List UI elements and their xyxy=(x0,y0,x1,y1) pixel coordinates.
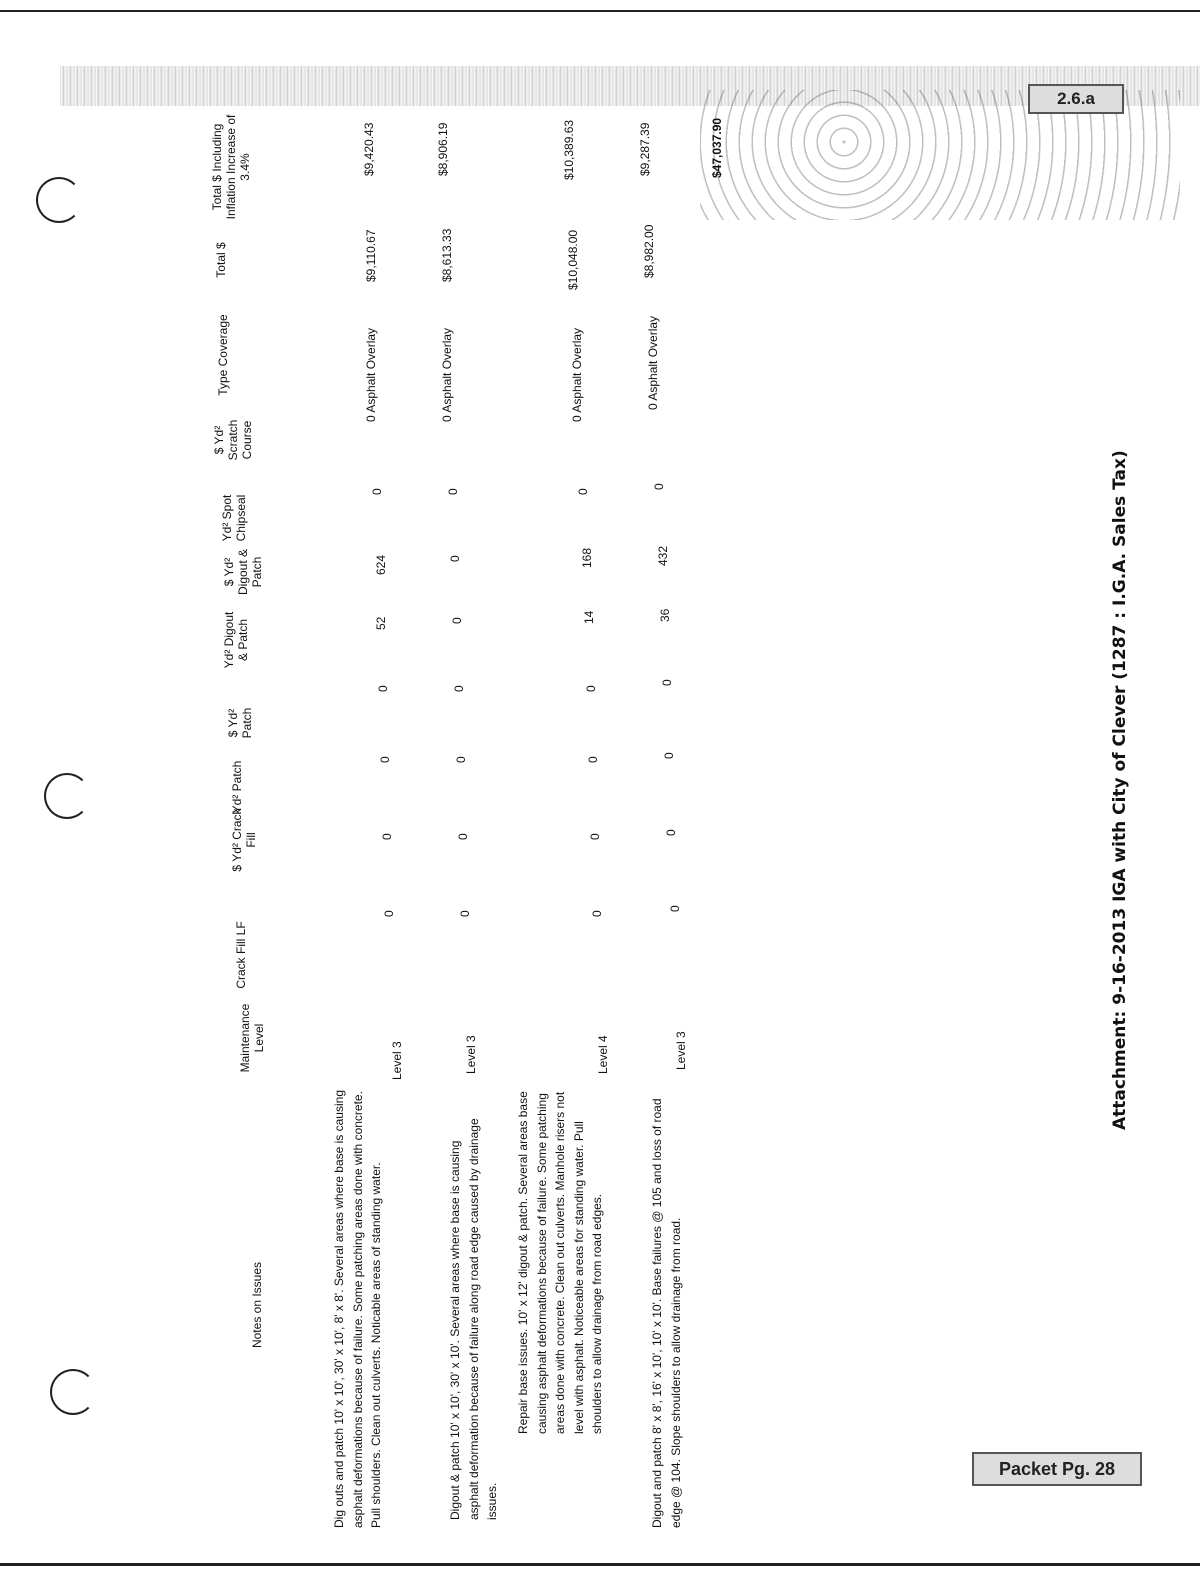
row3-patch-yd: 0 xyxy=(586,756,600,763)
row4-digout-yd: 36 xyxy=(658,608,672,622)
row1-digout-cost: 624 xyxy=(374,554,388,575)
row1-level: Level 3 xyxy=(390,1041,404,1080)
binder-hole-middle xyxy=(44,773,90,819)
row1-crack-fill-lf: 0 xyxy=(382,910,396,917)
row2-total-inflation: $8,906.19 xyxy=(436,122,450,176)
row4-chipseal-yd: 0 xyxy=(652,483,666,490)
row4-digout-cost: 432 xyxy=(656,545,670,566)
row2-digout-cost: 0 xyxy=(448,555,462,562)
row4-patch-yd: 0 xyxy=(662,752,676,759)
row1-patch-cost: 0 xyxy=(376,685,390,692)
row3-chipseal-yd: 0 xyxy=(576,488,590,495)
row3-digout-yd: 14 xyxy=(582,610,596,624)
attachment-footer: Attachment: 9-16-2013 IGA with City of Clever (1287 : I.G.A. Sales Tax) xyxy=(1110,450,1130,1130)
row1-crack-fill-cost: 0 xyxy=(380,833,394,840)
header-chipseal-yd: Yd² Spot Chipseal xyxy=(220,494,248,542)
header-notes: Notes on Issues xyxy=(250,1261,264,1349)
row2-crack-fill-lf: 0 xyxy=(458,910,472,917)
bottom-border-line xyxy=(0,1563,1200,1566)
row4-type-coverage: 0 Asphalt Overlay xyxy=(646,315,660,410)
row3-patch-cost: 0 xyxy=(584,685,598,692)
header-digout-yd: Yd² Digout & Patch xyxy=(222,611,250,669)
row3-crack-fill-lf: 0 xyxy=(590,910,604,917)
row3-total: $10,048.00 xyxy=(566,229,580,290)
top-border-line xyxy=(0,10,1200,12)
header-patch-yd: Yd² Patch xyxy=(230,760,244,814)
header-type-coverage: Type Coverage xyxy=(216,314,230,396)
header-crack-fill-lf: Crack Fill LF xyxy=(234,921,248,989)
row3-level: Level 4 xyxy=(596,1035,610,1074)
row2-notes: Digout & patch 10' x 10', 30' x 10'. Several areas where base is causing asphalt deformation because of failure along road edge caused by drainage issues. xyxy=(448,1118,499,1520)
row1-total-inflation: $9,420.43 xyxy=(362,122,376,176)
row4-crack-fill-cost: 0 xyxy=(664,829,678,836)
header-crack-fill-cost: $ Yd² Crack Fill xyxy=(230,808,258,872)
row3-notes: Repair base issues. 10' x 12' digout & patch. Several areas base causing asphalt deformations because of failure. Some patching areas done with concrete. Clean out culverts. Manhole risers not level with asphalt. Noticeable areas for standing water. Pull shoulders to allow drainage from road edges. xyxy=(516,1091,604,1434)
row2-chipseal-yd: 0 xyxy=(446,488,460,495)
binder-hole-top xyxy=(36,177,82,223)
header-patch-cost: $ Yd² Patch xyxy=(226,707,254,739)
row1-digout-yd: 52 xyxy=(374,616,388,630)
row4-notes: Digout and patch 8' x 8', 16' x 10', 10' x 10'. Base failures @ 105 and loss of road edge @ 104. Slope shoulders to allow drainage from road. xyxy=(650,1098,683,1528)
header-scratch-cost: $ Yd² Scratch Course xyxy=(212,419,254,461)
row1-notes: Dig outs and patch 10' x 10', 30' x 10', 8' x 8'. Several areas where base is causing asphalt deformations because of failure. Some patching areas done with concrete. Pull shoulders. Clean out culverts. Noticable areas of standing water. xyxy=(332,1090,383,1528)
row3-total-inflation: $10,389.63 xyxy=(562,119,576,180)
row1-chipseal-yd: 0 xyxy=(370,488,384,495)
row4-patch-cost: 0 xyxy=(660,679,674,686)
row2-total: $8,613.33 xyxy=(440,228,454,282)
row2-type-coverage: 0 Asphalt Overlay xyxy=(440,327,454,422)
binder-hole-bottom xyxy=(50,1369,96,1415)
row1-total: $9,110.67 xyxy=(364,229,378,282)
header-total-inflation: Total $ Including Inflation Increase of 3.4% xyxy=(210,114,252,220)
header-total: Total $ xyxy=(214,242,228,278)
row2-patch-yd: 0 xyxy=(454,756,468,763)
packet-page-badge: Packet Pg. 28 xyxy=(972,1452,1142,1486)
header-digout-cost: $ Yd² Digout & Patch xyxy=(222,548,264,596)
row1-patch-yd: 0 xyxy=(378,756,392,763)
row2-digout-yd: 0 xyxy=(450,617,464,624)
row2-patch-cost: 0 xyxy=(452,685,466,692)
grand-total: $47,037.90 xyxy=(710,117,724,178)
section-badge: 2.6.a xyxy=(1028,84,1124,114)
row4-total: $8,982.00 xyxy=(642,224,656,278)
row4-level: Level 3 xyxy=(674,1031,688,1070)
row3-type-coverage: 0 Asphalt Overlay xyxy=(570,327,584,422)
row2-level: Level 3 xyxy=(464,1035,478,1074)
row1-type-coverage: 0 Asphalt Overlay xyxy=(364,327,378,422)
header-maintenance-level: Maintenance Level xyxy=(238,1003,266,1073)
row4-total-inflation: $9,287.39 xyxy=(638,122,652,176)
row2-crack-fill-cost: 0 xyxy=(456,833,470,840)
row4-crack-fill-lf: 0 xyxy=(668,905,682,912)
row3-digout-cost: 168 xyxy=(580,547,594,568)
row3-crack-fill-cost: 0 xyxy=(588,833,602,840)
